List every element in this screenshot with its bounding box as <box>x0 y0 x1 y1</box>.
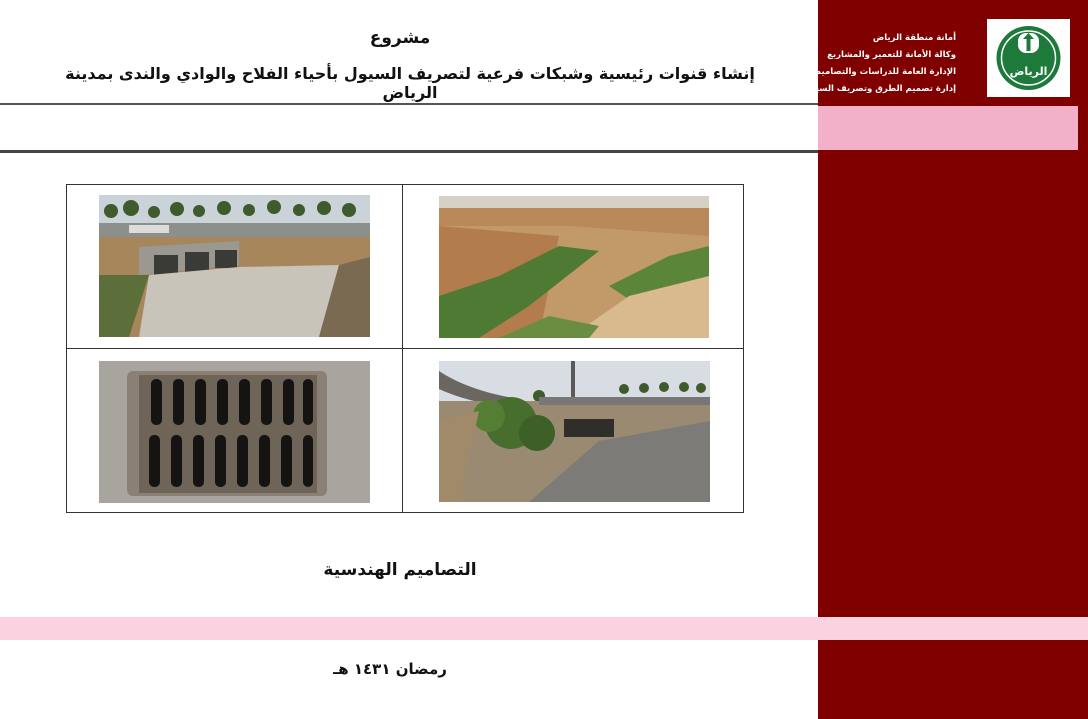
org-line-1: أمانة منطقة الرياض <box>872 33 956 43</box>
document-date: رمضان ١٤٣١ هـ <box>333 660 447 678</box>
photo-culvert-road <box>99 195 370 337</box>
header-rule-top <box>0 103 818 105</box>
photo-channel-bridge <box>439 361 710 502</box>
photo-wadi-valley <box>439 196 709 338</box>
org-line-3: الإدارة العامة للدراسات والتصاميم <box>814 67 956 77</box>
project-title: إنشاء قنوات رئيسية وشبكات فرعية لتصريف السيول بأحياء الفلاح والوادي والندى بمدينة الرياض <box>65 64 755 102</box>
grid-divider-horizontal <box>66 348 744 349</box>
project-label: مشروع <box>369 28 431 48</box>
pink-band-bottom <box>0 617 1088 640</box>
document-subtitle: التصاميم الهندسية <box>323 560 477 580</box>
org-line-4: إدارة تصميم الطرق وتصريف السيول <box>803 84 956 94</box>
org-line-2: وكالة الأمانة للتعمير والمشاريع <box>827 50 956 60</box>
logo-text: الرياض <box>1009 65 1048 78</box>
organization-block <box>803 30 956 98</box>
header-rule-bottom <box>0 150 818 153</box>
pink-band-top <box>818 106 1078 150</box>
riyadh-logo <box>987 19 1070 97</box>
photo-drain-grate <box>99 361 370 503</box>
